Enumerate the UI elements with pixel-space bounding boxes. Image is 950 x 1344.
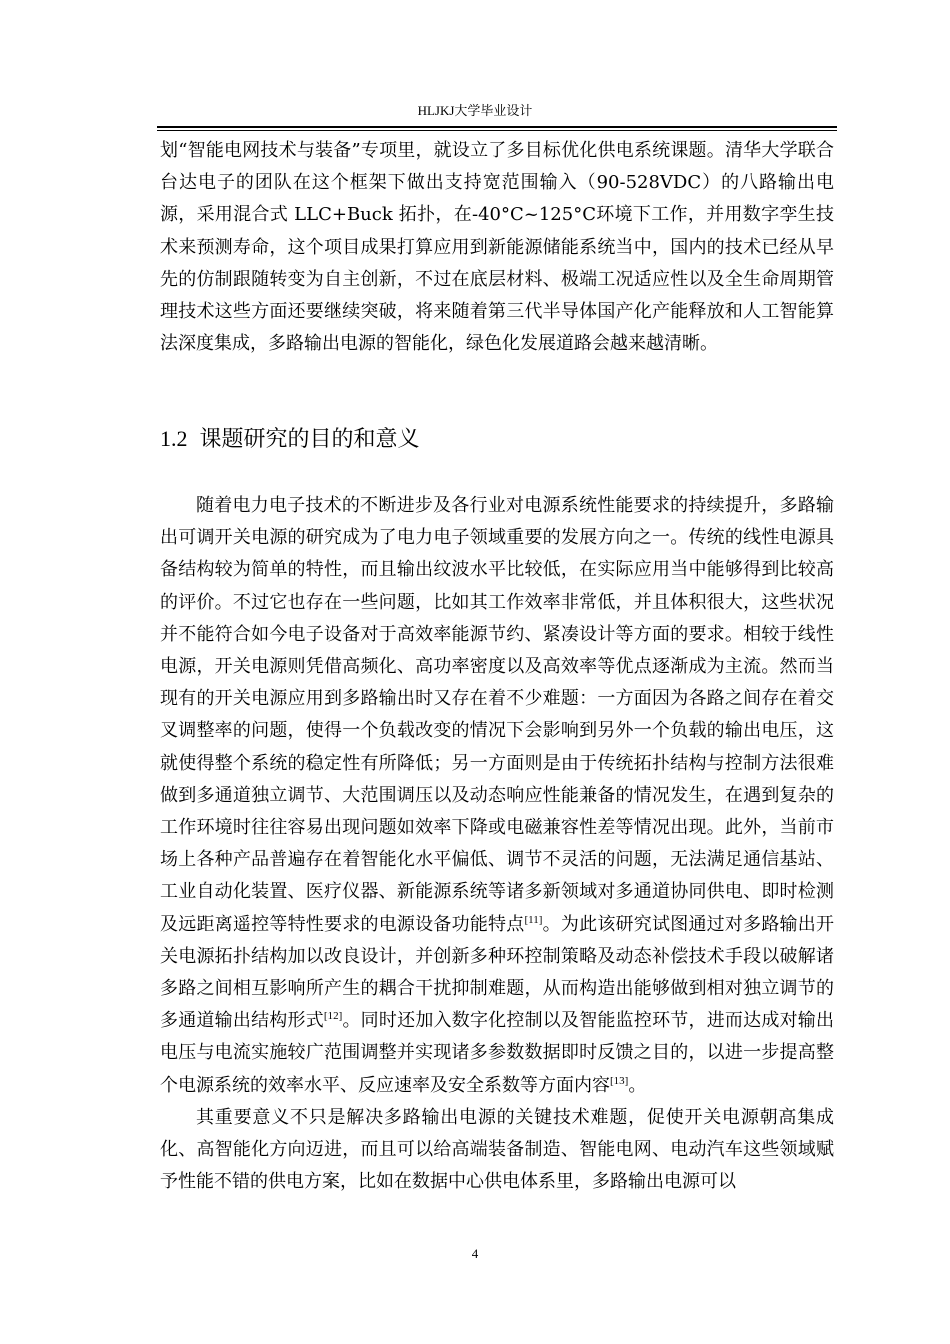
header-rule-thick: [157, 126, 837, 128]
main-paragraph: [160, 490, 834, 1102]
header-rule-thin: [157, 130, 837, 131]
citation-12: [12]: [323, 1010, 343, 1023]
citation-11: [11]: [524, 913, 543, 926]
closing-paragraph: 其重要意义不只是解决多路输出电源的关键技术难题，促使开关电源朝高集成化、高智能化方向迈进，而且可以给高端装备制造、智能电网、电动汽车这些领域赋予性能不错的供电方案，比如在数据中心供电体系里，多路输出电源可以: [160, 1106, 834, 1193]
main-paragraph-part-3: 。同时还加入数字化控制以及智能监控环节，进而达成对输出电压与电流实施较广范围调整并实现诸多参数数据即时反馈之目的，以进一步提高整个电源系统的效率水平、反应速率及安全系数等方面内容: [160, 1010, 835, 1096]
citation-13: [13]: [610, 1074, 629, 1087]
intro-paragraph: 划“智能电网技术与装备”专项里，就设立了多目标优化供电系统课题。清华大学联合台达电子的团队在这个框架下做出支持宽范围输入（90-528VDC）的八路输出电源，采用混合式 LLC+Buck 拓扑，在-40°C~125°C环境下工作，并用数字孪生技术来预测寿命，这个项目成果打算应用到新能源储能系统当中，国内的技术已经从早先的仿制跟随转变为自主创新，不过在底层材料、极端工况适应性以及全生命周期管理技术这些方面还要继续突破，将来随着第三代半导体国产化产能释放和人工智能算法深度集成，多路输出电源的智能化，绿色化发展道路会越来越清晰。: [160, 140, 834, 355]
running-header: HLJKJ大学毕业设计: [417, 103, 533, 118]
main-paragraph-part-2: 。为此该研究试图通过对多路输出开关电源拓扑结构加以改良设计，并创新多种环控制策略及动态补偿技术手段以破解诸多路之间相互影响所产生的耦合干扰抑制难题，从而构造出能够做到相对独立调节的多通道输出结构形式: [160, 913, 835, 1032]
page-number: 4: [471, 1246, 479, 1261]
section-heading: [160, 424, 420, 455]
main-paragraph-part-4: 。: [628, 1074, 647, 1096]
intro-text-block: [160, 135, 834, 360]
section-title: 课题研究的目的和意义: [199, 427, 420, 452]
main-paragraph-part-1: 随着电力电子技术的不断进步及各行业对电源系统性能要求的持续提升，多路输出可调开关电源的研究成为了电力电子领域重要的发展方向之一。传统的线性电源具备结构较为简单的特性，而且输出纹波水平比较低，在实际应用当中能够得到比较高的评价。不过它也存在一些问题，比如其工作效率非常低，并且体积很大，这些状况并不能符合如今电子设备对于高效率能源节约、紧凑设计等方面的要求。相较于线性电源，开关电源则凭借高频化、高功率密度以及高效率等优点逐渐成为主流。然而当现有的开关电源应用到多路输出时又存在着不少难题：一方面因为各路之间存在着交叉调整率的问题，使得一个负载改变的情况下会影响到另外一个负载的输出电压，这就使得整个系统的稳定性有所降低；另一方面则是由于传统拓扑结构与控制方法很难做到多通道独立调节、大范围调压以及动态响应性能兼备的情况发生，在遇到复杂的工作环境时往往容易出现问题如效率下降或电磁兼容性差等情况出现。此外，当前市场上各种产品普遍存在着智能化水平偏低、调节不灵活的问题，无法满足通信基站、工业自动化装置、医疗仪器、新能源系统等诸多新领域对多通道协同供电、即时检测及远距离遥控等特性要求的电源设备功能特点: [160, 495, 834, 935]
main-text-block: [160, 490, 834, 1198]
section-number: 1.2: [160, 426, 188, 451]
